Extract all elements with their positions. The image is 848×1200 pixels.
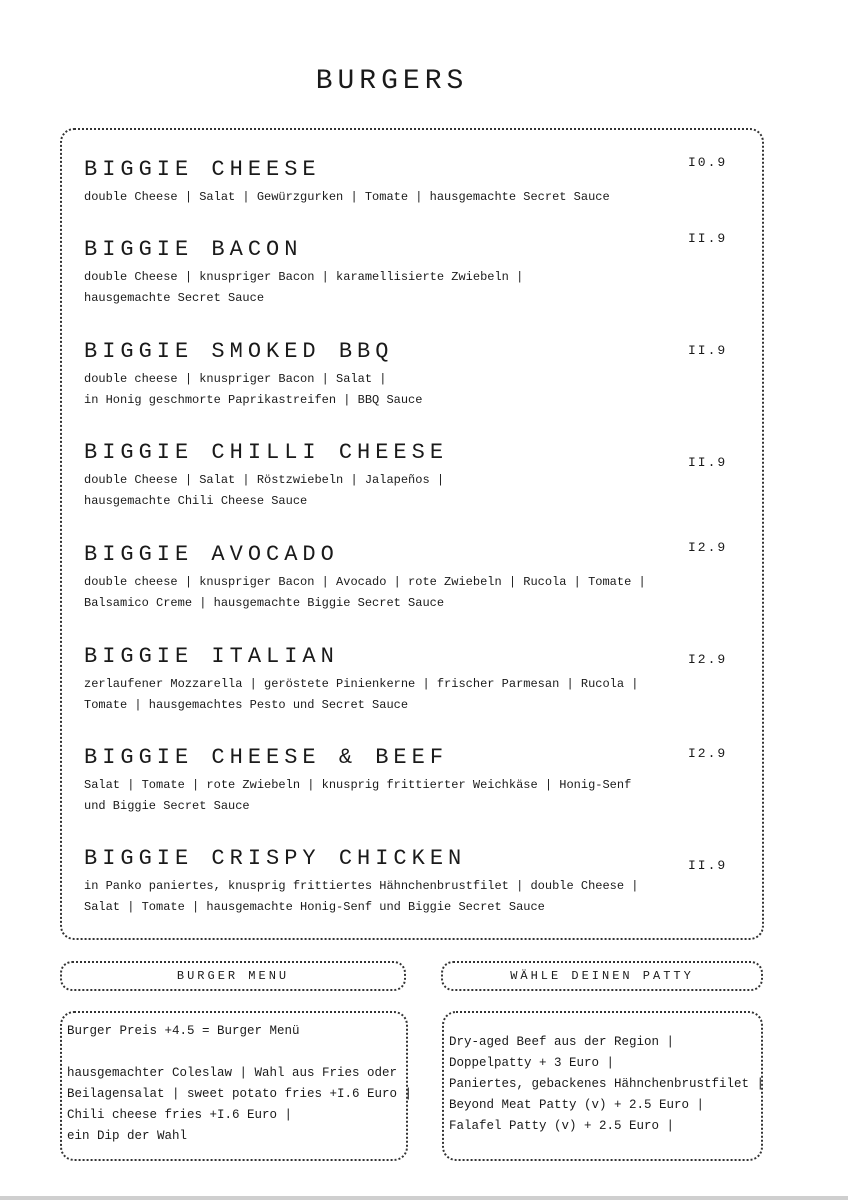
item-name: BIGGIE CHEESE & BEEF [84, 745, 449, 770]
page-title: BURGERS [315, 66, 469, 97]
item-name: BIGGIE CHEESE [84, 157, 321, 182]
item-price: I2.9 [688, 652, 728, 667]
patty-line: Doppelpatty + 3 Euro | [449, 1056, 615, 1070]
item-name: BIGGIE AVOCADO [84, 542, 339, 567]
patty-line: Dry-aged Beef aus der Region | [449, 1035, 675, 1049]
item-price: II.9 [688, 858, 728, 873]
item-description: double Cheese | knuspriger Bacon | karamellisierte Zwiebeln | hausgemachte Secret Sauce [84, 270, 524, 305]
burger-menu-line: Chili cheese fries +I.6 Euro | [67, 1108, 293, 1122]
patty-line: Falafel Patty (v) + 2.5 Euro | [449, 1119, 675, 1133]
item-description: Salat | Tomate | rote Zwiebeln | knusprig frittierter Weichkäse | Honig-Senf und Biggie Secret Sauce [84, 778, 632, 813]
item-name: BIGGIE SMOKED BBQ [84, 339, 394, 364]
menu-item [84, 745, 744, 817]
item-price: I2.9 [688, 746, 728, 761]
burger-menu-line: Burger Preis +4.5 = Burger Menü [67, 1024, 300, 1038]
patty-line: Beyond Meat Patty (v) + 2.5 Euro | [449, 1098, 705, 1112]
item-price: II.9 [688, 343, 728, 358]
menu-item [84, 644, 744, 716]
page-bottom-divider [0, 1196, 848, 1200]
menu-item [84, 237, 744, 309]
spacer [67, 1042, 406, 1063]
menu-item [84, 542, 744, 614]
menu-item [84, 157, 744, 208]
item-name: BIGGIE CRISPY CHICKEN [84, 846, 467, 871]
menu-item [84, 846, 744, 918]
item-price: I0.9 [688, 155, 728, 170]
item-description: double cheese | knuspriger Bacon | Salat | in Honig geschmorte Paprikastreifen | BBQ Sauce [84, 372, 423, 407]
item-price: II.9 [688, 231, 728, 246]
item-name: BIGGIE BACON [84, 237, 303, 262]
item-price: II.9 [688, 455, 728, 470]
patty-heading: WÄHLE DEINEN PATTY [441, 961, 763, 991]
item-description: zerlaufener Mozzarella | geröstete Pinienkerne | frischer Parmesan | Rucola | Tomate | hausgemachtes Pesto und Secret Sauce [84, 677, 639, 712]
item-description: in Panko paniertes, knusprig frittiertes Hähnchenbrustfilet | double Cheese | Salat | Tomate | hausgemachte Honig-Senf und Biggie Secret Sauce [84, 879, 639, 914]
burger-menu-line: hausgemachter Coleslaw | Wahl aus Fries oder [67, 1066, 398, 1080]
burger-menu-line: ein Dip der Wahl [67, 1129, 188, 1143]
item-name: BIGGIE CHILLI CHEESE [84, 440, 449, 465]
patty-box [442, 1011, 763, 1161]
menu-item [84, 339, 744, 411]
item-name: BIGGIE ITALIAN [84, 644, 339, 669]
item-price: I2.9 [688, 540, 728, 555]
item-description: double cheese | knuspriger Bacon | Avocado | rote Zwiebeln | Rucola | Tomate | Balsamico Creme | hausgemachte Biggie Secret Sauce [84, 575, 646, 610]
burger-menu-heading: BURGER MENU [60, 961, 406, 991]
burger-menu-line: Beilagensalat | sweet potato fries +I.6 Euro | [67, 1087, 413, 1101]
item-description: double Cheese | Salat | Gewürzgurken | Tomate | hausgemachte Secret Sauce [84, 190, 610, 204]
burger-menu-box [60, 1011, 413, 1161]
item-description: double Cheese | Salat | Röstzwiebeln | Jalapeños | hausgemachte Chili Cheese Sauce [84, 473, 445, 508]
patty-line: Paniertes, gebackenes Hähnchenbrustfilet | [449, 1077, 765, 1091]
menu-item [84, 440, 744, 512]
